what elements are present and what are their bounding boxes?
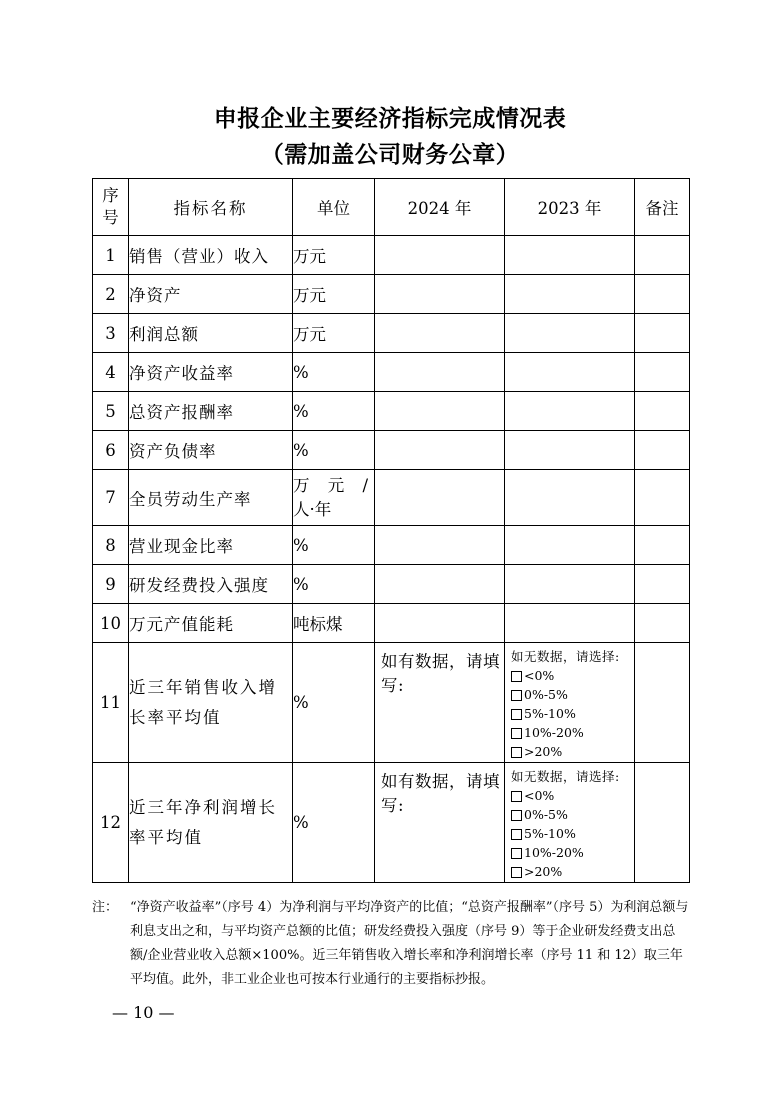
option-label: 5%-10% [524, 706, 576, 721]
option-checkbox[interactable] [505, 863, 634, 882]
value-2023-cell[interactable] [505, 604, 635, 643]
row-unit: % [293, 643, 375, 763]
option-label: 10%-20% [524, 725, 584, 740]
option-checkbox[interactable] [505, 844, 634, 863]
option-checkbox[interactable] [505, 743, 634, 762]
option-checkbox[interactable] [505, 667, 634, 686]
option-label: 0%-5% [524, 687, 568, 702]
row-seq: 3 [93, 314, 129, 353]
row-name: 资产负债率 [129, 431, 293, 470]
row-unit: 万元 [293, 314, 375, 353]
footnote [92, 896, 692, 992]
row-unit: % [293, 763, 375, 883]
row-name: 全员劳动生产率 [129, 470, 293, 526]
options-cell [505, 643, 635, 763]
table-row [93, 314, 690, 353]
document-title: 申报企业主要经济指标完成情况表 [213, 105, 567, 132]
value-2023-cell[interactable] [505, 314, 635, 353]
row-seq: 4 [93, 353, 129, 392]
value-2024-cell[interactable] [375, 431, 505, 470]
value-2024-cell[interactable] [375, 604, 505, 643]
option-checkbox[interactable] [505, 806, 634, 825]
value-2023-cell[interactable] [505, 275, 635, 314]
checkbox-icon[interactable] [511, 810, 522, 821]
row-unit [293, 470, 375, 526]
note-cell[interactable] [635, 314, 690, 353]
option-label: >20% [524, 864, 563, 879]
table-row [93, 431, 690, 470]
row-name-line2: 长率平均值 [129, 707, 222, 727]
note-cell[interactable] [635, 353, 690, 392]
value-2024-cell[interactable] [375, 526, 505, 565]
option-checkbox[interactable] [505, 724, 634, 743]
option-label: >20% [524, 744, 563, 759]
row-seq: 5 [93, 392, 129, 431]
value-2023-cell[interactable] [505, 526, 635, 565]
row-seq: 1 [93, 236, 129, 275]
table-header-row [93, 179, 690, 236]
note-cell[interactable] [635, 236, 690, 275]
row-unit: % [293, 431, 375, 470]
header-unit: 单位 [293, 179, 375, 236]
row-seq: 10 [93, 604, 129, 643]
value-2023-cell[interactable] [505, 470, 635, 526]
unit-line2: 人·年 [293, 499, 332, 519]
row-name: 利润总额 [129, 314, 293, 353]
row-name: 营业现金比率 [129, 526, 293, 565]
row-unit: 万元 [293, 236, 375, 275]
note-cell[interactable] [635, 565, 690, 604]
checkbox-icon[interactable] [511, 671, 522, 682]
row-seq: 2 [93, 275, 129, 314]
value-2024-cell[interactable] [375, 353, 505, 392]
option-label: 10%-20% [524, 845, 584, 860]
row-unit: % [293, 392, 375, 431]
row-seq: 9 [93, 565, 129, 604]
unit-part: 万 [293, 475, 310, 495]
value-2023-cell[interactable] [505, 353, 635, 392]
option-label: 5%-10% [524, 826, 576, 841]
option-checkbox[interactable] [505, 686, 634, 705]
note-cell[interactable] [635, 470, 690, 526]
row-seq: 11 [93, 643, 129, 763]
table-row [93, 392, 690, 431]
options-hint: 如无数据，请选择: [511, 769, 620, 784]
value-2024-cell[interactable] [375, 470, 505, 526]
row-seq: 8 [93, 526, 129, 565]
table-row [93, 470, 690, 526]
row-name [129, 643, 293, 763]
row-unit: 万元 [293, 275, 375, 314]
value-2024-cell[interactable] [375, 275, 505, 314]
row-name: 万元产值能耗 [129, 604, 293, 643]
value-2024-cell[interactable] [375, 236, 505, 275]
option-label: <0% [524, 668, 555, 683]
row-unit: 吨标煤 [293, 604, 375, 643]
checkbox-icon[interactable] [511, 791, 522, 802]
page-number: — 10 — [112, 1003, 175, 1022]
options-hint: 如无数据，请选择: [511, 649, 620, 664]
row-seq: 7 [93, 470, 129, 526]
row-name: 净资产 [129, 275, 293, 314]
header-2024: 2024 年 [375, 179, 505, 236]
table-row [93, 643, 690, 763]
checkbox-icon[interactable] [511, 709, 522, 720]
note-cell[interactable] [635, 275, 690, 314]
table-row [93, 275, 690, 314]
note-cell[interactable] [635, 763, 690, 883]
unit-part: 元 [327, 475, 345, 495]
options-cell [505, 763, 635, 883]
note-cell[interactable] [635, 526, 690, 565]
row-unit: % [293, 565, 375, 604]
row-name: 净资产收益率 [129, 353, 293, 392]
checkbox-icon[interactable] [511, 848, 522, 859]
row-unit: % [293, 526, 375, 565]
row-name: 销售（营业）收入 [129, 236, 293, 275]
table-row [93, 604, 690, 643]
footnote-text: “净资产收益率”（序号 4）为净利润与平均净资产的比值；“总资产报酬率”（序号 5）为利润总额与利息支出之和，与平均资产总额的比值；研发经费投入强度（序号 9）等于企业研发经费支出总额/企业营业收入总额×100%。近三年销售收入增长率和净利润增长率（序号 11 和 12）取三年平均值。此外，非工业企业也可按本行业通行的主要指标抄报。 [130, 900, 689, 987]
option-label: 0%-5% [524, 807, 568, 822]
row-name [129, 763, 293, 883]
note-cell[interactable] [635, 643, 690, 763]
checkbox-icon[interactable] [511, 867, 522, 878]
note-cell[interactable] [635, 431, 690, 470]
value-2024-cell[interactable] [375, 392, 505, 431]
value-2023-cell[interactable] [505, 392, 635, 431]
table-row [93, 763, 690, 883]
row-name: 研发经费投入强度 [129, 565, 293, 604]
row-name-line1: 近三年销售收入增 [129, 677, 277, 697]
header-seq-line1: 序 [102, 186, 119, 205]
checkbox-icon[interactable] [511, 728, 522, 739]
value-2023-cell[interactable] [505, 565, 635, 604]
option-label: <0% [524, 788, 555, 803]
row-name-line2: 率平均值 [129, 827, 203, 847]
row-seq: 12 [93, 763, 129, 883]
fill-hint-cell[interactable]: 如有数据，请填写: [375, 763, 505, 883]
row-unit: % [293, 353, 375, 392]
option-checkbox[interactable] [505, 705, 634, 724]
row-seq: 6 [93, 431, 129, 470]
footnote-label: 注： [92, 900, 119, 915]
header-seq-line2: 号 [102, 208, 119, 227]
table-row [93, 236, 690, 275]
header-note: 备注 [635, 179, 690, 236]
row-name-line1: 近三年净利润增长 [129, 797, 277, 817]
unit-part: / [362, 475, 368, 495]
header-2023: 2023 年 [505, 179, 635, 236]
value-2023-cell[interactable] [505, 236, 635, 275]
checkbox-icon[interactable] [511, 690, 522, 701]
table-row [93, 526, 690, 565]
note-cell[interactable] [635, 604, 690, 643]
fill-hint-cell[interactable]: 如有数据，请填写: [375, 643, 505, 763]
value-2024-cell[interactable] [375, 565, 505, 604]
option-checkbox[interactable] [505, 825, 634, 844]
checkbox-icon[interactable] [511, 829, 522, 840]
indicator-table [92, 178, 690, 883]
header-name: 指标名称 [129, 179, 293, 236]
note-cell[interactable] [635, 392, 690, 431]
document-subtitle: （需加盖公司财务公章） [260, 141, 520, 168]
value-2023-cell[interactable] [505, 431, 635, 470]
checkbox-icon[interactable] [511, 747, 522, 758]
value-2024-cell[interactable] [375, 314, 505, 353]
option-checkbox[interactable] [505, 787, 634, 806]
table-row [93, 565, 690, 604]
header-seq [93, 179, 129, 236]
row-name: 总资产报酬率 [129, 392, 293, 431]
unit-line1 [293, 474, 374, 498]
table-row [93, 353, 690, 392]
